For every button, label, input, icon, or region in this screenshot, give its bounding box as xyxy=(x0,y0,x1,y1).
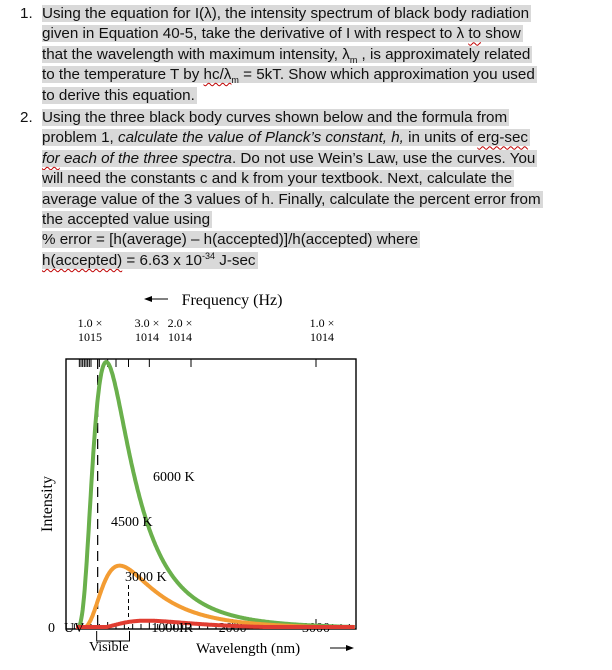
problem-2-text xyxy=(42,108,572,271)
top-tick-label-exponent: 1014 xyxy=(135,330,159,344)
problem-2-line-1: Using the three black body curves shown below and the formula from xyxy=(42,109,508,126)
problem-sheet xyxy=(0,0,612,285)
problem-2-line-2: problem 1, calculate the value of Planck’s constant, h, in units of erg-sec xyxy=(42,129,529,147)
x-axis-arrow-icon xyxy=(330,645,354,651)
problem-2-line-7: % error = [h(average) – h(accepted)]/h(accepted) where xyxy=(42,231,419,249)
top-tick-label-mantissa: 3.0 × xyxy=(134,316,160,330)
plot-frame xyxy=(66,359,356,629)
problem-1-line-1: Using the equation for I(λ), the intensity spectrum of black body radiation xyxy=(42,5,530,22)
problem-1-line-4: to the temperature T by $hc/\lambda_m = 5kT$. Show which approximation you used xyxy=(42,66,535,86)
problem-1-line-5: to derive this equation. xyxy=(42,86,195,104)
blackbody-chart xyxy=(0,285,612,670)
problem-2-line-5: average value of the 3 values of h. Finally, calculate the percent error from xyxy=(42,190,541,208)
ir-region-label: IR xyxy=(179,621,193,636)
problem-2-line-8: h(accepted) = 6.63 x $10^{-34}$ J-sec xyxy=(42,250,256,269)
label-4500k: 4500 K xyxy=(111,515,153,530)
bottom-tick-label: 2000 xyxy=(218,621,247,636)
problem-1-line-2: given in Equation 40-5, take the derivative of I with respect to λ to show xyxy=(42,25,521,43)
label-3000k: 3000 K xyxy=(125,570,167,585)
problem-2-number: 2. xyxy=(20,109,33,126)
uv-region-label: UV xyxy=(64,621,85,636)
curve-4500k xyxy=(76,566,355,627)
problem-1-line-3: that the wavelength with maximum intensity, $\lambda_m$ , is approximately related xyxy=(42,45,531,65)
problem-2-line-3: for each of the three spectra. Do not use Wein’s Law, use the curves. You xyxy=(42,149,536,167)
curve-6000k xyxy=(76,362,355,627)
problem-1-number: 1. xyxy=(20,5,33,22)
problem-2-line-6: the accepted value using xyxy=(42,211,211,229)
top-tick-label-mantissa: 1.0 × xyxy=(309,316,335,330)
x-axis-label: Wavelength (nm) xyxy=(196,641,301,657)
top-axis-arrow-icon xyxy=(144,296,168,302)
axis-origin-label: 0 xyxy=(48,621,55,636)
y-axis-label: Intensity xyxy=(39,476,56,532)
bottom-tick-label: 3000 xyxy=(302,621,330,636)
visible-region-label: Visible xyxy=(89,640,129,655)
label-6000k: 6000 K xyxy=(153,470,195,485)
top-tick-label-mantissa: 2.0 × xyxy=(167,316,193,330)
problem-1-text xyxy=(42,4,572,106)
blackbody-figure xyxy=(0,285,612,670)
problem-2-line-4: will need the constants c and k from your textbook. Next, calculate the xyxy=(42,170,513,188)
top-tick-label-exponent: 1014 xyxy=(168,330,192,344)
top-axis-label: Frequency (Hz) xyxy=(181,292,283,309)
top-tick-label-mantissa: 1.0 × xyxy=(77,316,103,330)
top-tick-label-exponent: 1015 xyxy=(78,330,102,344)
bottom-tick-label: 1000 xyxy=(151,621,180,636)
top-tick-label-exponent: 1014 xyxy=(310,330,334,344)
